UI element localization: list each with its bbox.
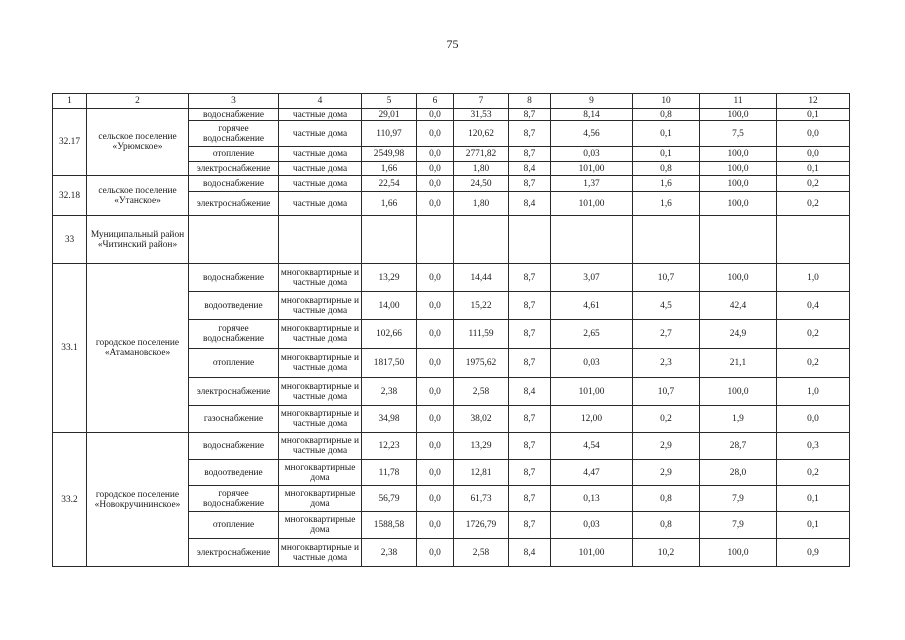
tariff-table: [52, 93, 850, 567]
value-cell: 0,0: [777, 121, 850, 147]
value-cell: [633, 216, 700, 264]
header-cell: 6: [417, 94, 454, 109]
value-cell: 4,5: [633, 292, 700, 320]
header-cell: 12: [777, 94, 850, 109]
value-cell: 14,00: [362, 292, 417, 320]
value-cell: 2,9: [633, 460, 700, 486]
service-cell: водоснабжение: [189, 109, 279, 121]
value-cell: 2549,98: [362, 147, 417, 162]
value-cell: 0,0: [417, 460, 454, 486]
value-cell: 0,2: [777, 349, 850, 378]
value-cell: [700, 216, 777, 264]
value-cell: 100,0: [700, 264, 777, 292]
service-cell: отопление: [189, 512, 279, 539]
value-cell: 101,00: [551, 378, 633, 406]
value-cell: 28,0: [700, 460, 777, 486]
value-cell: 0,9: [777, 539, 850, 567]
value-cell: 1817,50: [362, 349, 417, 378]
value-cell: 13,29: [454, 433, 509, 460]
value-cell: 0,2: [777, 176, 850, 192]
service-cell: электроснабжение: [189, 192, 279, 216]
value-cell: 56,79: [362, 486, 417, 512]
value-cell: 0,0: [777, 406, 850, 433]
value-cell: 1975,62: [454, 349, 509, 378]
value-cell: 34,98: [362, 406, 417, 433]
value-cell: 100,0: [700, 162, 777, 176]
header-row: [53, 94, 850, 109]
header-cell: 1: [53, 94, 87, 109]
value-cell: 111,59: [454, 320, 509, 349]
value-cell: 0,2: [777, 192, 850, 216]
value-cell: 0,0: [417, 433, 454, 460]
value-cell: 0,1: [633, 147, 700, 162]
value-cell: 0,8: [633, 486, 700, 512]
value-cell: 100,0: [700, 176, 777, 192]
value-cell: 1,66: [362, 192, 417, 216]
value-cell: 1,0: [777, 378, 850, 406]
value-cell: 22,54: [362, 176, 417, 192]
service-cell: электроснабжение: [189, 162, 279, 176]
housing-type-cell: многоквартирные и частные дома: [279, 264, 362, 292]
value-cell: 8,7: [509, 486, 551, 512]
row-number-cell: 33.1: [53, 264, 87, 433]
value-cell: 0,1: [777, 486, 850, 512]
value-cell: 110,97: [362, 121, 417, 147]
value-cell: 0,13: [551, 486, 633, 512]
value-cell: 8,4: [509, 192, 551, 216]
value-cell: 4,47: [551, 460, 633, 486]
service-cell: [189, 216, 279, 264]
value-cell: 24,9: [700, 320, 777, 349]
value-cell: 31,53: [454, 109, 509, 121]
value-cell: 101,00: [551, 539, 633, 567]
value-cell: 0,4: [777, 292, 850, 320]
service-cell: водоснабжение: [189, 176, 279, 192]
housing-type-cell: многоквартирные и частные дома: [279, 320, 362, 349]
value-cell: [777, 216, 850, 264]
housing-type-cell: частные дома: [279, 162, 362, 176]
page-number: 75: [446, 37, 459, 51]
value-cell: 4,61: [551, 292, 633, 320]
value-cell: 0,0: [417, 406, 454, 433]
value-cell: 1,6: [633, 192, 700, 216]
settlement-name-cell: сельское поселение «Утанское»: [87, 176, 189, 216]
value-cell: 8,4: [509, 162, 551, 176]
header-cell: 2: [87, 94, 189, 109]
row-number-cell: 32.17: [53, 109, 87, 176]
value-cell: 100,0: [700, 147, 777, 162]
value-cell: 8,7: [509, 460, 551, 486]
value-cell: 2,3: [633, 349, 700, 378]
value-cell: 38,02: [454, 406, 509, 433]
value-cell: 8,7: [509, 433, 551, 460]
value-cell: 8,7: [509, 109, 551, 121]
value-cell: 0,0: [417, 486, 454, 512]
table-body: [53, 109, 850, 567]
housing-type-cell: многоквартирные и частные дома: [279, 292, 362, 320]
value-cell: 61,73: [454, 486, 509, 512]
value-cell: 0,8: [633, 109, 700, 121]
value-cell: 8,7: [509, 406, 551, 433]
settlement-name-cell: сельское поселение «Урюмское»: [87, 109, 189, 176]
value-cell: 1588,58: [362, 512, 417, 539]
value-cell: 0,0: [417, 162, 454, 176]
value-cell: 0,0: [417, 192, 454, 216]
value-cell: 120,62: [454, 121, 509, 147]
value-cell: [551, 216, 633, 264]
table-row: [53, 176, 850, 192]
value-cell: 1,0: [777, 264, 850, 292]
value-cell: 10,7: [633, 378, 700, 406]
row-number-cell: 32.18: [53, 176, 87, 216]
housing-type-cell: многоквартирные и частные дома: [279, 406, 362, 433]
header-cell: 3: [189, 94, 279, 109]
value-cell: 0,2: [777, 460, 850, 486]
value-cell: 2,58: [454, 539, 509, 567]
value-cell: 0,0: [777, 147, 850, 162]
service-cell: горячее водоснабжение: [189, 121, 279, 147]
housing-type-cell: частные дома: [279, 176, 362, 192]
value-cell: 2771,82: [454, 147, 509, 162]
value-cell: 0,2: [633, 406, 700, 433]
service-cell: газоснабжение: [189, 406, 279, 433]
value-cell: 8,7: [509, 320, 551, 349]
value-cell: 10,2: [633, 539, 700, 567]
housing-type-cell: [279, 216, 362, 264]
housing-type-cell: частные дома: [279, 147, 362, 162]
value-cell: 1,9: [700, 406, 777, 433]
value-cell: 7,9: [700, 512, 777, 539]
value-cell: 100,0: [700, 192, 777, 216]
value-cell: 12,23: [362, 433, 417, 460]
value-cell: 0,0: [417, 264, 454, 292]
header-cell: 11: [700, 94, 777, 109]
value-cell: 2,38: [362, 539, 417, 567]
header-cell: 10: [633, 94, 700, 109]
value-cell: [509, 216, 551, 264]
table-header: [53, 94, 850, 109]
value-cell: [362, 216, 417, 264]
value-cell: 0,8: [633, 162, 700, 176]
table-row: [53, 433, 850, 460]
value-cell: 1726,79: [454, 512, 509, 539]
value-cell: 8,7: [509, 176, 551, 192]
value-cell: 0,0: [417, 539, 454, 567]
housing-type-cell: частные дома: [279, 121, 362, 147]
service-cell: горячее водоснабжение: [189, 486, 279, 512]
service-cell: водоснабжение: [189, 433, 279, 460]
value-cell: 4,54: [551, 433, 633, 460]
value-cell: 0,8: [633, 512, 700, 539]
table-row: [53, 109, 850, 121]
value-cell: 8,4: [509, 378, 551, 406]
value-cell: 0,0: [417, 512, 454, 539]
header-cell: 5: [362, 94, 417, 109]
settlement-name-cell: Муниципальный район «Читинский район»: [87, 216, 189, 264]
value-cell: 13,29: [362, 264, 417, 292]
table-row: [53, 264, 850, 292]
housing-type-cell: многоквартирные и частные дома: [279, 378, 362, 406]
value-cell: 0,0: [417, 292, 454, 320]
value-cell: 0,03: [551, 349, 633, 378]
service-cell: отопление: [189, 349, 279, 378]
housing-type-cell: многоквартирные дома: [279, 512, 362, 539]
value-cell: 28,7: [700, 433, 777, 460]
value-cell: 2,7: [633, 320, 700, 349]
service-cell: водоотведение: [189, 292, 279, 320]
value-cell: 1,6: [633, 176, 700, 192]
value-cell: 12,00: [551, 406, 633, 433]
value-cell: 100,0: [700, 378, 777, 406]
value-cell: 2,65: [551, 320, 633, 349]
value-cell: 21,1: [700, 349, 777, 378]
value-cell: 8,7: [509, 121, 551, 147]
value-cell: 8,7: [509, 512, 551, 539]
value-cell: 0,1: [777, 162, 850, 176]
service-cell: водоснабжение: [189, 264, 279, 292]
value-cell: 7,5: [700, 121, 777, 147]
value-cell: 0,03: [551, 512, 633, 539]
value-cell: 14,44: [454, 264, 509, 292]
value-cell: 0,2: [777, 320, 850, 349]
value-cell: 0,0: [417, 349, 454, 378]
value-cell: 12,81: [454, 460, 509, 486]
settlement-name-cell: городское поселение «Атамановское»: [87, 264, 189, 433]
value-cell: 0,0: [417, 121, 454, 147]
value-cell: 0,03: [551, 147, 633, 162]
value-cell: 8,14: [551, 109, 633, 121]
service-cell: отопление: [189, 147, 279, 162]
housing-type-cell: многоквартирные и частные дома: [279, 433, 362, 460]
settlement-name-cell: городское поселение «Новокручининское»: [87, 433, 189, 567]
value-cell: [417, 216, 454, 264]
service-cell: водоотведение: [189, 460, 279, 486]
value-cell: 2,38: [362, 378, 417, 406]
header-cell: 7: [454, 94, 509, 109]
value-cell: 101,00: [551, 192, 633, 216]
housing-type-cell: многоквартирные дома: [279, 460, 362, 486]
value-cell: 100,0: [700, 109, 777, 121]
value-cell: 15,22: [454, 292, 509, 320]
service-cell: горячее водоснабжение: [189, 320, 279, 349]
value-cell: 42,4: [700, 292, 777, 320]
value-cell: 11,78: [362, 460, 417, 486]
value-cell: 0,1: [777, 109, 850, 121]
value-cell: 3,07: [551, 264, 633, 292]
value-cell: 100,0: [700, 539, 777, 567]
header-cell: 4: [279, 94, 362, 109]
value-cell: 4,56: [551, 121, 633, 147]
value-cell: 0,0: [417, 320, 454, 349]
value-cell: 1,80: [454, 192, 509, 216]
value-cell: 0,3: [777, 433, 850, 460]
header-cell: 8: [509, 94, 551, 109]
value-cell: 0,0: [417, 147, 454, 162]
value-cell: 7,9: [700, 486, 777, 512]
value-cell: 1,80: [454, 162, 509, 176]
housing-type-cell: многоквартирные и частные дома: [279, 539, 362, 567]
value-cell: [454, 216, 509, 264]
housing-type-cell: многоквартирные и частные дома: [279, 349, 362, 378]
header-cell: 9: [551, 94, 633, 109]
value-cell: 8,7: [509, 147, 551, 162]
row-number-cell: 33: [53, 216, 87, 264]
value-cell: 8,7: [509, 349, 551, 378]
value-cell: 1,66: [362, 162, 417, 176]
value-cell: 1,37: [551, 176, 633, 192]
value-cell: 0,1: [777, 512, 850, 539]
value-cell: 29,01: [362, 109, 417, 121]
housing-type-cell: частные дома: [279, 109, 362, 121]
value-cell: 24,50: [454, 176, 509, 192]
value-cell: 0,0: [417, 378, 454, 406]
value-cell: 0,0: [417, 176, 454, 192]
service-cell: электроснабжение: [189, 378, 279, 406]
value-cell: 8,4: [509, 539, 551, 567]
table-row: [53, 216, 850, 264]
value-cell: 10,7: [633, 264, 700, 292]
value-cell: 2,58: [454, 378, 509, 406]
value-cell: 102,66: [362, 320, 417, 349]
value-cell: 8,7: [509, 264, 551, 292]
value-cell: 0,0: [417, 109, 454, 121]
value-cell: 2,9: [633, 433, 700, 460]
value-cell: 8,7: [509, 292, 551, 320]
value-cell: 0,1: [633, 121, 700, 147]
housing-type-cell: частные дома: [279, 192, 362, 216]
housing-type-cell: многоквартирные дома: [279, 486, 362, 512]
service-cell: электроснабжение: [189, 539, 279, 567]
value-cell: 101,00: [551, 162, 633, 176]
row-number-cell: 33.2: [53, 433, 87, 567]
